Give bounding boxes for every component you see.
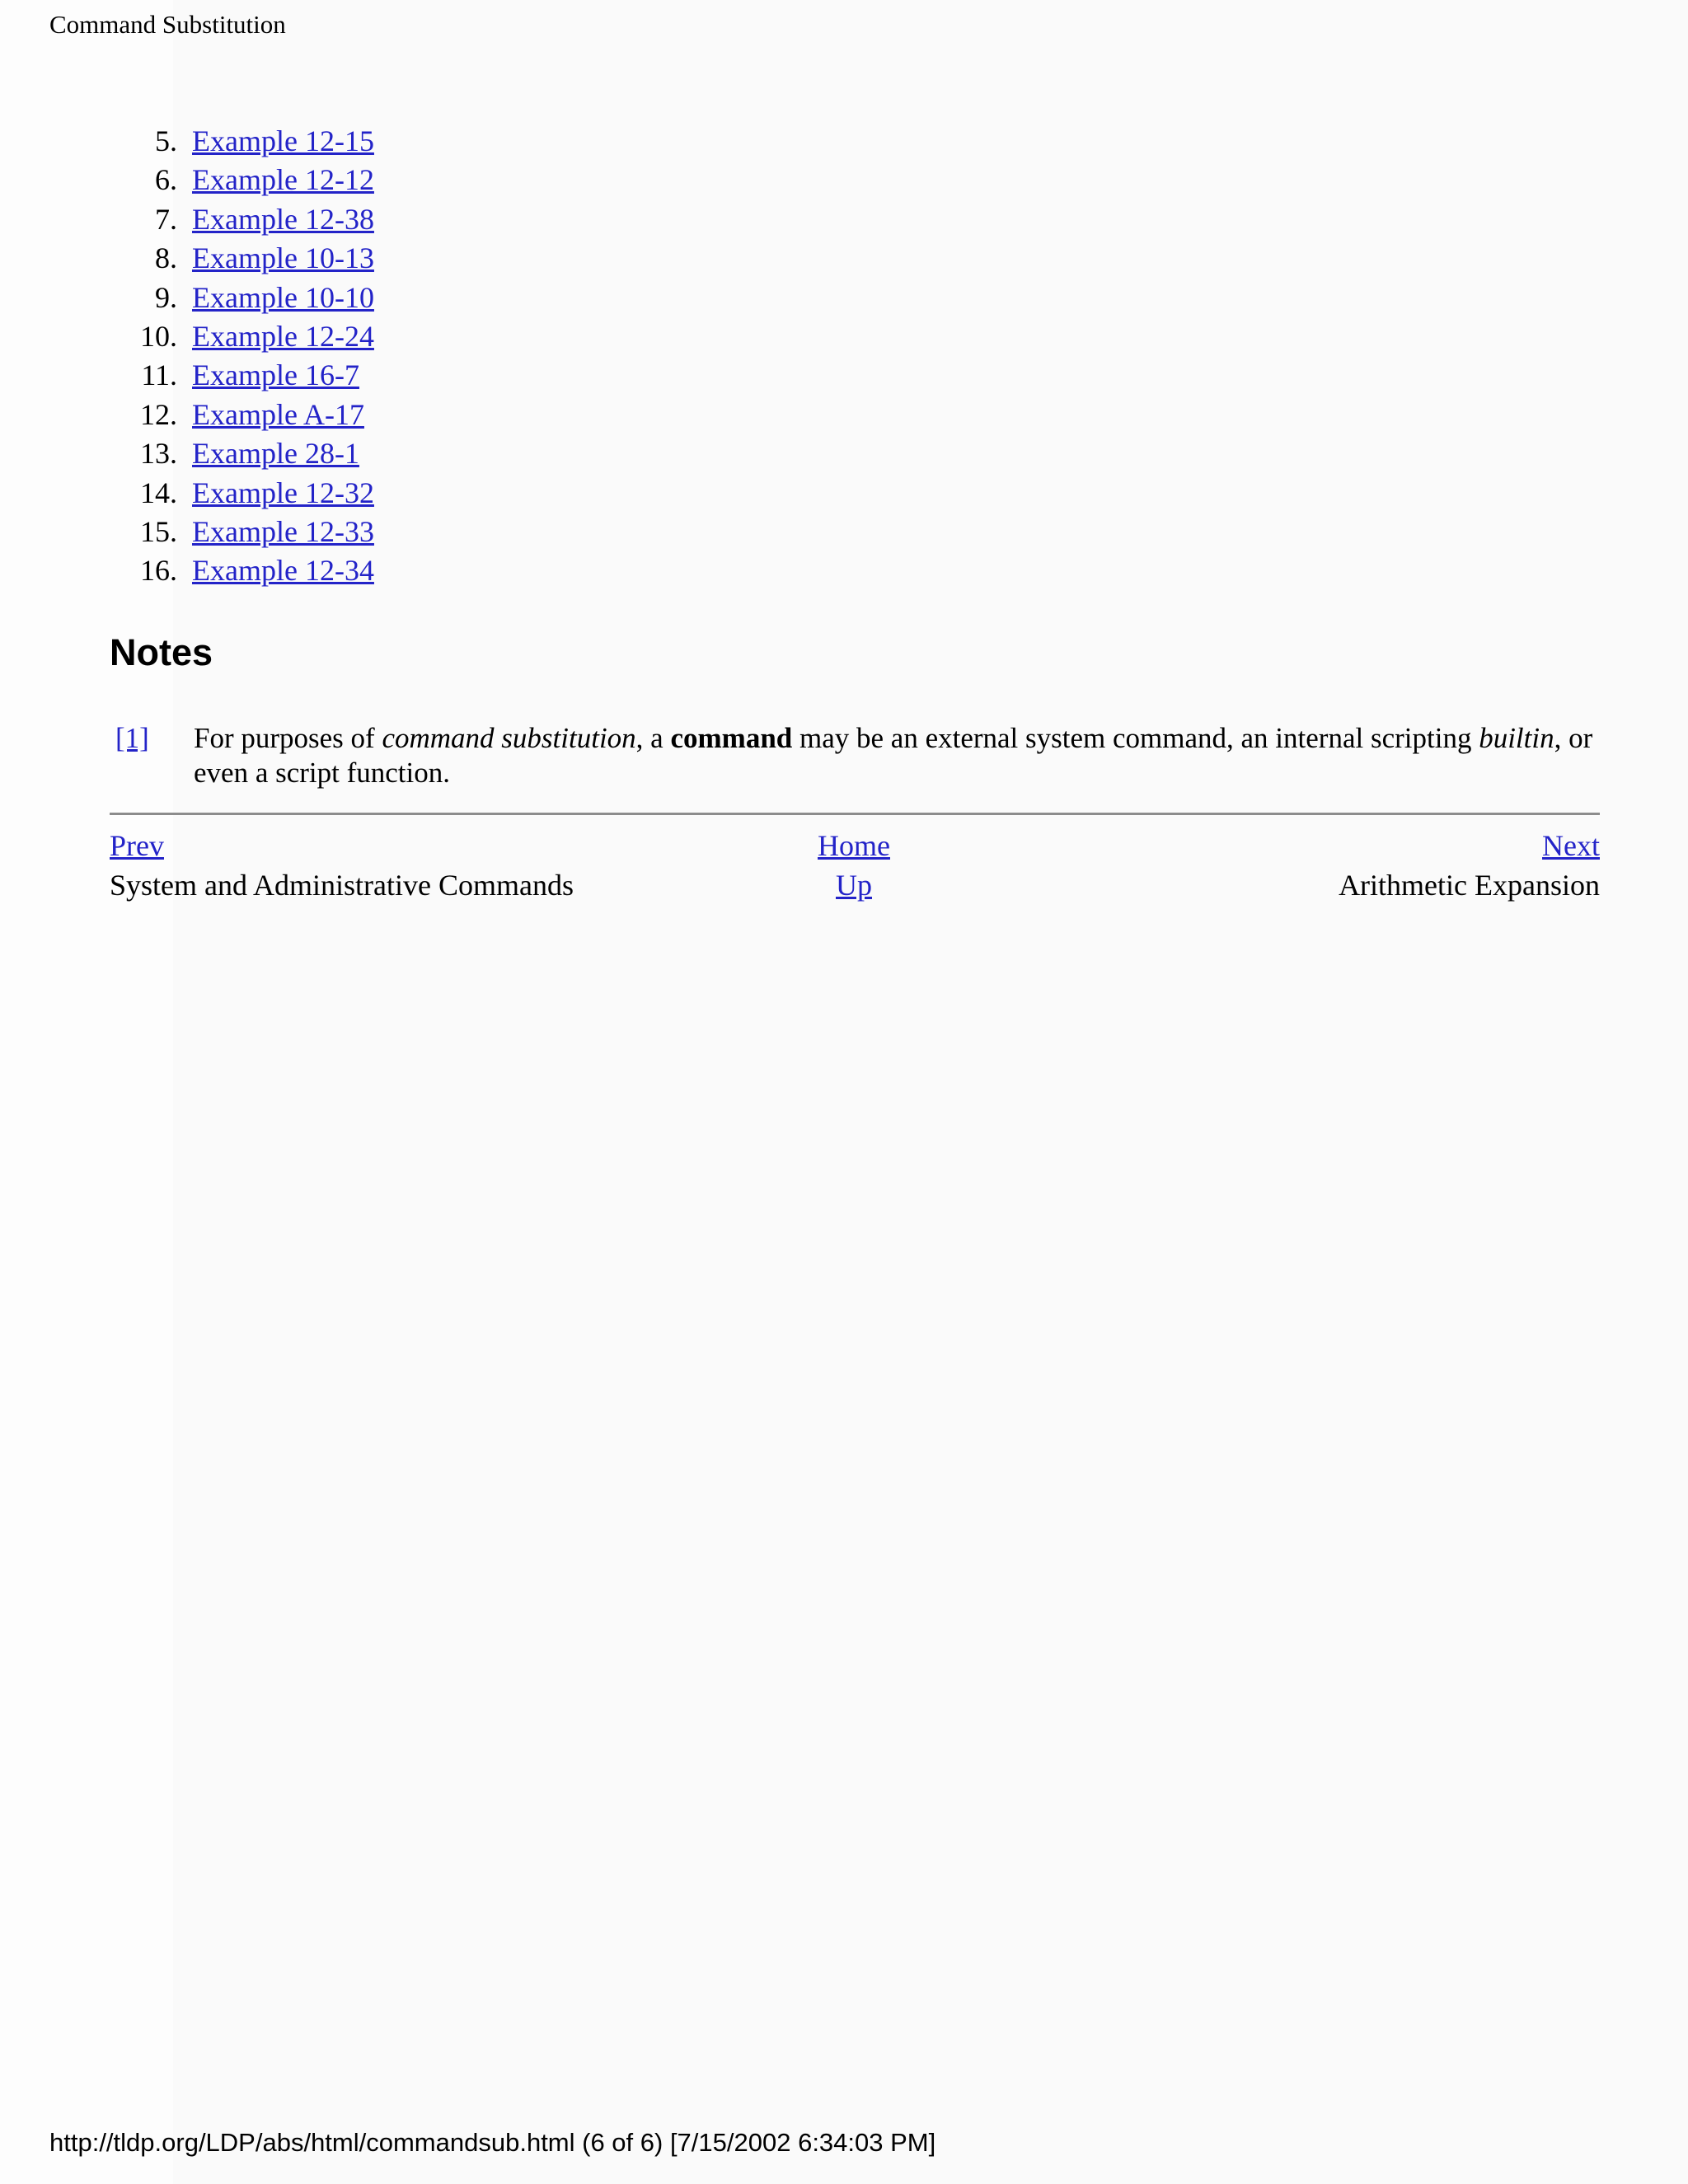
list-item-number: 10.: [140, 319, 177, 353]
page-background: [173, 0, 1688, 2184]
list-item: [0, 513, 374, 551]
next-link[interactable]: Next: [1542, 829, 1600, 862]
example-link[interactable]: Example A-17: [192, 397, 364, 431]
list-item-number: 12.: [140, 397, 177, 431]
footnote-text-part: may be an external system command, an internal scripting: [792, 722, 1479, 754]
example-link[interactable]: Example 12-15: [192, 124, 374, 157]
up-link[interactable]: Up: [836, 869, 872, 902]
list-item-number: 8.: [155, 241, 177, 275]
list-item-number: 14.: [140, 476, 177, 509]
example-link[interactable]: Example 10-10: [192, 280, 374, 314]
list-item-number: 16.: [140, 554, 177, 588]
list-item: [0, 239, 374, 278]
page-header-title: Command Substitution: [49, 10, 286, 39]
example-link[interactable]: Example 12-32: [192, 476, 374, 509]
list-item-number: 7.: [155, 202, 177, 236]
example-link[interactable]: Example 12-38: [192, 202, 374, 236]
list-item: [0, 279, 374, 317]
list-item: [0, 317, 374, 356]
prev-link[interactable]: Prev: [110, 829, 164, 862]
footnote-text-part: , a: [635, 722, 671, 754]
example-link[interactable]: Example 12-12: [192, 163, 374, 197]
list-item: [0, 551, 374, 590]
footnote-emphasis: command substitution: [382, 722, 636, 754]
list-item-number: 9.: [155, 280, 177, 314]
list-item-number: 15.: [140, 514, 177, 548]
divider: [110, 813, 1600, 815]
footnote-emphasis: builtin: [1479, 722, 1554, 754]
example-link[interactable]: Example 12-34: [192, 554, 374, 588]
footnote-text-part: , or even a script function.: [194, 722, 1593, 789]
next-page-title: Arithmetic Expansion: [1339, 869, 1600, 902]
list-item-number: 11.: [141, 359, 177, 392]
list-item-number: 5.: [155, 124, 177, 157]
footnote-text: [194, 721, 1595, 790]
footnote-strong: command: [670, 722, 793, 754]
example-list: [0, 122, 374, 591]
list-item-number: 13.: [140, 437, 177, 471]
footnote-link[interactable]: [1]: [115, 722, 149, 754]
list-item: [0, 356, 374, 395]
list-item-number: 6.: [155, 163, 177, 197]
page-footer-url: http://tldp.org/LDP/abs/html/commandsub.html (6 of 6) [7/15/2002 6:34:03 PM]: [49, 2128, 936, 2157]
list-item: [0, 396, 374, 434]
example-link[interactable]: Example 12-24: [192, 319, 374, 353]
footnote-text-part: For purposes of: [194, 722, 382, 754]
prev-page-title: System and Administrative Commands: [110, 869, 574, 902]
notes-heading: Notes: [110, 631, 213, 673]
list-item: [0, 474, 374, 513]
home-link[interactable]: Home: [818, 829, 890, 862]
list-item: [0, 434, 374, 473]
list-item: [0, 122, 374, 161]
example-link[interactable]: Example 16-7: [192, 359, 359, 392]
list-item: [0, 161, 374, 199]
example-link[interactable]: Example 12-33: [192, 514, 374, 548]
list-item: [0, 200, 374, 239]
example-link[interactable]: Example 10-13: [192, 241, 374, 275]
example-link[interactable]: Example 28-1: [192, 437, 359, 471]
